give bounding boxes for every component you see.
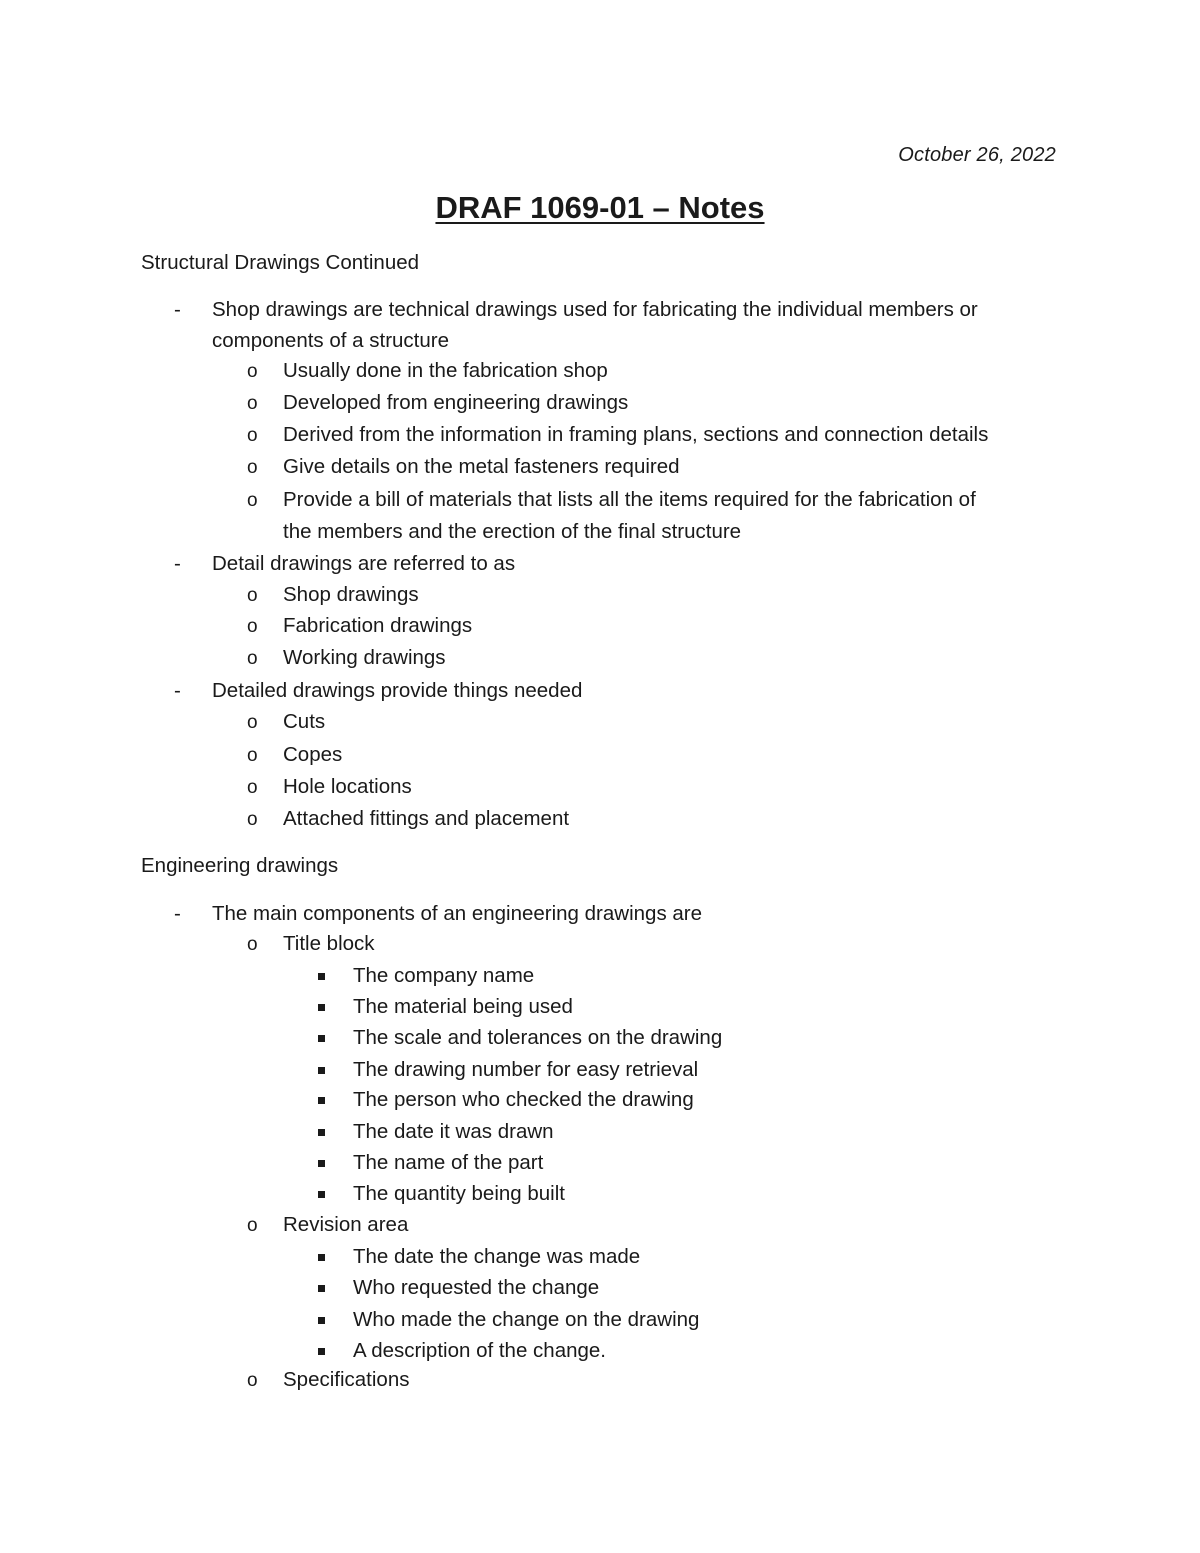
square-bullet [318, 1348, 325, 1355]
list-item: Title block [283, 932, 375, 955]
circle-bullet: o [247, 457, 258, 478]
square-bullet [318, 973, 325, 980]
dash-bullet: - [174, 298, 181, 321]
list-item: The scale and tolerances on the drawing [353, 1026, 723, 1049]
list-item: Shop drawings are technical drawings used for fabricating the individual members or [212, 298, 978, 321]
list-item: The date the change was made [353, 1245, 641, 1268]
square-bullet [318, 1097, 325, 1104]
list-item: The material being used [353, 995, 573, 1018]
square-bullet [318, 1191, 325, 1198]
circle-bullet: o [247, 1370, 258, 1391]
dash-bullet: - [174, 679, 181, 702]
list-item: Attached fittings and placement [283, 807, 570, 830]
list-item: Copes [283, 743, 343, 766]
list-item: Detailed drawings provide things needed [212, 679, 583, 702]
square-bullet [318, 1254, 325, 1261]
square-bullet [318, 1129, 325, 1136]
list-item: Derived from the information in framing plans, sections and connection details [283, 423, 989, 446]
list-item: Provide a bill of materials that lists all the items required for the fabrication of [283, 488, 976, 511]
circle-bullet: o [247, 648, 258, 669]
list-item: The company name [353, 964, 535, 987]
circle-bullet: o [247, 393, 258, 414]
square-bullet [318, 1317, 325, 1324]
list-item: Revision area [283, 1213, 409, 1236]
circle-bullet: o [247, 777, 258, 798]
page-title: DRAF 1069-01 – Notes [435, 190, 765, 225]
section-heading-engineering: Engineering drawings [141, 854, 339, 877]
list-item: The date it was drawn [353, 1120, 554, 1143]
list-item: Cuts [283, 710, 326, 733]
list-item: Specifications [283, 1368, 410, 1391]
list-item: Detail drawings are referred to as [212, 552, 516, 575]
list-item: Who made the change on the drawing [353, 1308, 700, 1331]
square-bullet [318, 1035, 325, 1042]
circle-bullet: o [247, 745, 258, 766]
list-item: Usually done in the fabrication shop [283, 359, 608, 382]
circle-bullet: o [247, 616, 258, 637]
square-bullet [318, 1004, 325, 1011]
circle-bullet: o [247, 490, 258, 511]
list-item: Give details on the metal fasteners required [283, 455, 680, 478]
list-item: Fabrication drawings [283, 614, 473, 637]
square-bullet [318, 1160, 325, 1167]
dash-bullet: - [174, 552, 181, 575]
square-bullet [318, 1067, 325, 1074]
list-item-continued: components of a structure [212, 329, 450, 352]
circle-bullet: o [247, 809, 258, 830]
document-date: October 26, 2022 [898, 144, 1056, 166]
list-item: The name of the part [353, 1151, 544, 1174]
list-item: Shop drawings [283, 583, 419, 606]
circle-bullet: o [247, 1215, 258, 1236]
circle-bullet: o [247, 934, 258, 955]
list-item: The person who checked the drawing [353, 1088, 694, 1111]
circle-bullet: o [247, 361, 258, 382]
circle-bullet: o [247, 712, 258, 733]
list-item: The quantity being built [353, 1182, 565, 1205]
circle-bullet: o [247, 585, 258, 606]
list-item: Working drawings [283, 646, 446, 669]
list-item: Hole locations [283, 775, 412, 798]
list-item-continued: the members and the erection of the final structure [283, 520, 742, 543]
dash-bullet: - [174, 902, 181, 925]
list-item: A description of the change. [353, 1339, 607, 1362]
section-heading-structural: Structural Drawings Continued [141, 251, 420, 274]
list-item: Who requested the change [353, 1276, 600, 1299]
list-item: The drawing number for easy retrieval [353, 1058, 699, 1081]
list-item: The main components of an engineering drawings are [212, 902, 703, 925]
square-bullet [318, 1285, 325, 1292]
list-item: Developed from engineering drawings [283, 391, 629, 414]
circle-bullet: o [247, 425, 258, 446]
